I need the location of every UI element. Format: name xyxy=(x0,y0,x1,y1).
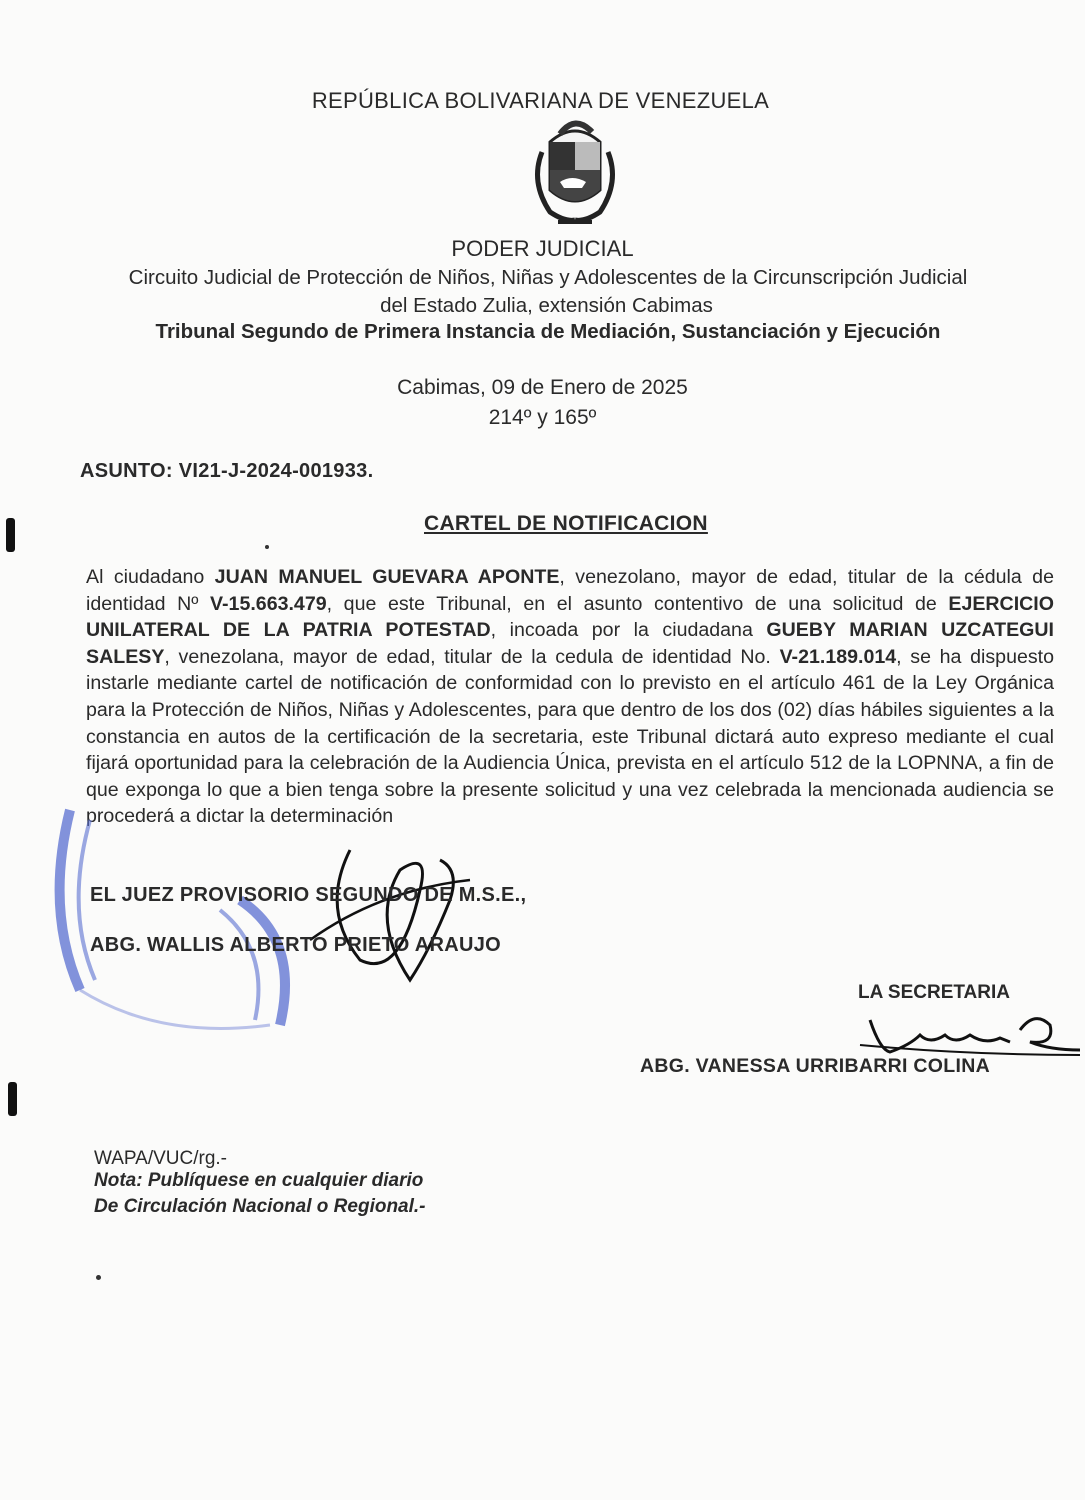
hole-punch-mark xyxy=(6,518,15,552)
petitioner-id: V-21.189.014 xyxy=(779,645,897,668)
secretary-name: ABG. VANESSA URRIBARRI COLINA xyxy=(640,1055,990,1077)
body-text-5: , venezolana, mayor de edad, titular de la cedula de identidad No. xyxy=(164,645,780,668)
era-years: 214º y 165º xyxy=(488,406,597,429)
coat-of-arms-icon xyxy=(520,112,630,234)
tribunal-heading: Tribunal Segundo de Primera Instancia de Mediación, Sustanciación y Ejecución xyxy=(155,320,941,343)
judge-signature xyxy=(300,830,490,990)
body-text-6: , se ha dispuesto instarle mediante cartel de notificación de conformidad con lo previsto en el artículo 461 de la Ley Orgánica para la Protección de Niños, Niñas y Adolescentes, para que dentro de los dos (02) días hábiles siguientes a la constancia en autos de la certificación de la secretaria, este Tribunal dictará auto expreso mediante el cual fijará oportunidad para la celebración de la Audiencia Única, prevista en el artículo 512 de la LOPNNA, a fin de que exponga lo que a bien tenga sobre la presente solicitud y una vez celebrada la mencionada audiencia se procederá a dictar la determinación xyxy=(86,645,1055,828)
secretary-title: LA SECRETARIA xyxy=(858,982,1010,1003)
respondent-name: JUAN MANUEL GUEVARA APONTE xyxy=(214,566,560,588)
country-heading: REPÚBLICA BOLIVARIANA DE VENEZUELA xyxy=(311,88,770,113)
speck-mark xyxy=(265,545,269,549)
body-text-3: , que este Tribunal, en el asunto contentivo de una solicitud de xyxy=(326,592,949,615)
judge-name: ABG. WALLIS ALBERTO PRIETO ARAUJO xyxy=(90,934,502,956)
speck-mark xyxy=(96,1275,101,1280)
publication-note-line-1: Nota: Publíquese en cualquier diario xyxy=(94,1170,424,1191)
hole-punch-mark xyxy=(8,1082,17,1116)
petitioner-name: GUEBY MARIAN UZCATEGUI SALESY xyxy=(86,619,1054,668)
document-initials: WAPA/VUC/rg.- xyxy=(94,1148,228,1169)
case-type: EJERCICIO UNILATERAL DE LA PATRIA POTESTAD xyxy=(86,592,1054,642)
judicial-power-heading: PODER JUDICIAL xyxy=(451,236,634,261)
body-text-2: , venezolano, mayor de edad, titular de la cédula de identidad Nº xyxy=(86,566,1054,615)
respondent-id: V-15.663.479 xyxy=(210,592,327,615)
publication-note-line-2: De Circulación Nacional o Regional.- xyxy=(94,1196,426,1217)
place-date: Cabimas, 09 de Enero de 2025 xyxy=(397,376,688,399)
document-title: CARTEL DE NOTIFICACION xyxy=(424,512,708,535)
judge-title: EL JUEZ PROVISORIO SEGUNDO DE M.S.E., xyxy=(90,884,527,906)
body-text-4: , incoada por la ciudadana xyxy=(490,619,767,642)
body-text-1: Al ciudadano xyxy=(86,566,215,588)
circuit-heading: Circuito Judicial de Protección de Niños, Niñas y Adolescentes de la Circunscripción Judicial xyxy=(128,266,968,289)
state-heading: del Estado Zulia, extensión Cabimas xyxy=(380,294,713,317)
case-number: ASUNTO: VI21-J-2024-001933. xyxy=(80,460,374,482)
